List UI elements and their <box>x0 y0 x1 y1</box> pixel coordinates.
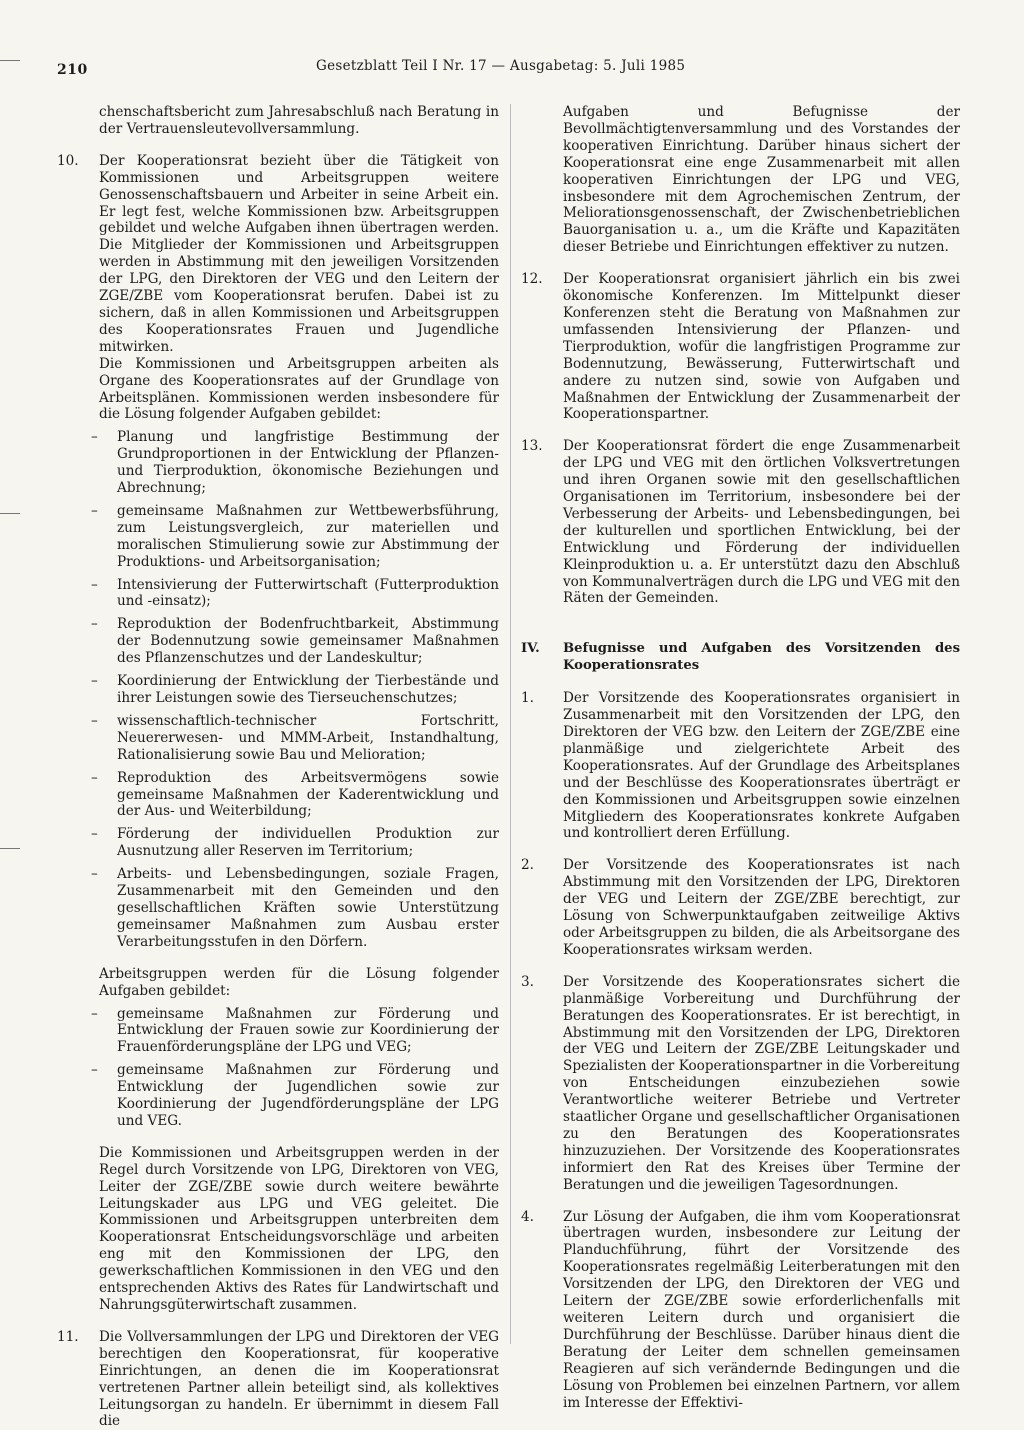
iv-item-4 <box>521 1209 960 1412</box>
right-column <box>521 104 960 1411</box>
list-item: – Reproduktion der Bodenfruchtbarkeit, Abstimmung der Bodennutzung sowie gemeinsamer Maßnahmen des Pflanzenschutzes und der Landeskultur; <box>91 616 499 667</box>
paragraph: Die Kommissionen und Arbeitsgruppen werden in der Regel durch Vorsitzende von LPG, Direktoren von VEG, Leiter der ZGE/ZBE sowie durch weitere bewährte Leitungskader aus LPG und VEG geleitet. Die Kommissionen und Arbeitsgruppen unterbreiten dem Kooperationsrat Entscheidungsvorschläge und arbeiten eng mit den Kommissionen der LPG, den gewerkschaftlichen Kommissionen in den VEG und den entsprechenden Aktivs des Rates für Landwirtschaft und Nahrungsgüterwirtschaft zusammen. <box>99 1144 499 1313</box>
list-item: – Förderung der individuellen Produktion zur Ausnutzung aller Reserven im Territorium; <box>91 826 499 860</box>
list-item: – Intensivierung der Futterwirtschaft (Futterproduktion und -einsatz); <box>91 576 499 610</box>
item-12 <box>521 271 960 423</box>
continuation-text: Aufgaben und Befugnisse der Bevollmächtigtenversammlung und des Vorstandes der kooperativen Einrichtung. Darüber hinaus sichert der Kooperationsrat eine enge Zusammenarbeit mit allen kooperativen Einrichtungen der LPG und VEG, insbesondere mit dem Agrochemischen Zentrum, der Meliorationsgenossenschaft, der Zwischenbetrieblichen Bauorganisation u. a., um die Kräfte und Kapazitäten dieser Betriebe und Einrichtungen effektiver zu nutzen. <box>563 104 960 256</box>
margin-mark <box>0 60 20 61</box>
paragraph: Der Kooperationsrat fördert die enge Zusammenarbeit der LPG und VEG mit den örtlichen Volksvertretungen und ihren Organen sowie mit den gesellschaftlichen Organisationen im Territorium, insbesondere bei der Verbesserung der Arbeits- und Lebensbedingungen, bei der kulturellen und sportlichen Entwicklung, bei der Entwicklung und Förderung der individuellen Kleinproduktion u. a. Er unterstützt dazu den Abschluß von Kommunalverträgen durch die LPG und VEG mit den Räten der Gemeinden. <box>563 438 960 607</box>
item-number: 2. <box>521 857 534 874</box>
page-number: 210 <box>57 62 88 78</box>
list-item: – Koordinierung der Entwicklung der Tierbestände und ihrer Leistungen sowie des Tierseuchenschutzes; <box>91 673 499 706</box>
column-divider <box>510 104 511 1344</box>
margin-mark <box>0 848 20 849</box>
paragraph: Die Kommissionen und Arbeitsgruppen arbeiten als Organe des Kooperationsrates auf der Grundlage von Arbeitsplänen. Kommissionen werden insbesondere für die Lösung folgender Aufgaben gebildet: <box>99 355 499 423</box>
iv-item-1 <box>521 690 960 842</box>
paragraph: Die Vollversammlungen der LPG und Direktoren der VEG berechtigen den Kooperationsrat, für kooperative Einrichtungen, an denen die im Kooperationsrat vertretenen Partner allein beteiligt sind, als kollektives Leitungsorgan zu handeln. Er übernimmt in diesem Fall die <box>99 1328 499 1430</box>
section-title: Befugnisse und Aufgaben des Vorsitzenden des Kooperationsrates <box>563 641 960 674</box>
paragraph: Arbeitsgruppen werden für die Lösung folgender Aufgaben gebildet: <box>99 965 499 999</box>
item-number: 3. <box>521 973 534 990</box>
item-number: 12. <box>521 271 543 288</box>
paragraph: Der Vorsitzende des Kooperationsrates organisiert in Zusammenarbeit mit den Vorsitzenden der LPG, den Direktoren der VEG bzw. den Leitern der ZGE/ZBE eine planmäßige und zielgerichtete Arbeit des Kooperationsrates. Auf der Grundlage des Arbeitsplanes und der Beschlüsse des Kooperationsrates überträgt er den Kommissionen und Arbeitsgruppen sowie einzelnen Mitgliedern des Kooperationsrates konkrete Aufgaben und kontrolliert deren Erfüllung. <box>563 690 960 842</box>
item-number: 4. <box>521 1208 534 1225</box>
list-item: – gemeinsame Maßnahmen zur Wettbewerbsführung, zum Leistungsvergleich, zur materiellen und moralischen Stimulierung sowie zur Abstimmung der Produktions- und Arbeitsorganisation; <box>91 502 499 570</box>
section-number: IV. <box>521 641 540 657</box>
paragraph: Der Kooperationsrat organisiert jährlich ein bis zwei ökonomische Konferenzen. Im Mittelpunkt dieser Konferenzen steht die Beratung von Maßnahmen zur umfassenden Intensivierung der Pflanzen- und Tierproduktion, wofür die langfristigen Programme zur Bodennutzung, Bewässerung, Futterwirtschaft und andere zu nutzen sind, sowie von Aufgaben und Maßnahmen der Entwicklung der Zusammenarbeit der Kooperationspartner. <box>563 271 960 423</box>
list-item: – Reproduktion des Arbeitsvermögens sowie gemeinsame Maßnahmen der Kaderentwicklung und der Aus- und Weiterbildung; <box>91 769 499 820</box>
item-number: 11. <box>57 1328 79 1345</box>
page-header: Gesetzblatt Teil I Nr. 17 — Ausgabetag: 5. Juli 1985 <box>316 58 686 74</box>
working-group-task-list <box>57 1006 499 1130</box>
list-item: – Arbeits- und Lebensbedingungen, soziale Fragen, Zusammenarbeit mit den Gemeinden und den gesellschaftlichen Kräften sowie Unterstützung gemeinsamer Maßnahmen zum Ausbau erster Verarbeitungsstufen in den Dörfern. <box>91 866 499 950</box>
paragraph: Der Kooperationsrat bezieht über die Tätigkeit von Kommissionen und Arbeitsgruppen weitere Genossenschaftsbauern und Arbeiter in seine Arbeit ein. Er legt fest, welche Kommissionen bzw. Arbeitsgruppen gebildet und welche Aufgaben ihnen übertragen werden. Die Mitglieder der Kommissionen und Arbeitsgruppen werden in Abstimmung mit den jeweiligen Vorsitzenden der LPG, den Direktoren der VEG und den Leitern der ZGE/ZBE vom Kooperationsrat berufen. Dabei ist zu sichern, daß in allen Kommissionen und Arbeitsgruppen des Kooperationsrates Frauen und Jugendliche mitwirken. <box>99 152 499 355</box>
section-heading <box>521 641 960 675</box>
list-item: – wissenschaftlich-technischer Fortschritt, Neuererwesen- und MMM-Arbeit, Instandhaltung, Rationalisierung sowie Bau und Melioration; <box>91 712 499 763</box>
list-item: – Planung und langfristige Bestimmung der Grundproportionen in der Entwicklung der Pflanzen- und Tierproduktion, ökonomische Beziehungen und Abrechnung; <box>91 429 499 497</box>
margin-mark <box>0 513 20 514</box>
list-item: – gemeinsame Maßnahmen zur Förderung und Entwicklung der Jugendlichen sowie zur Koordinierung der Jugendförderungspläne der LPG und VEG. <box>91 1062 499 1129</box>
paragraph: Der Vorsitzende des Kooperationsrates ist nach Abstimmung mit den Vorsitzenden der LPG, Direktoren der VEG und Leitern der ZGE/ZBE berechtigt, zur Lösung von Schwerpunktaufgaben zeitweilige Aktivs oder Arbeitsgruppen zu bilden, die als Arbeitsorgane des Kooperationsrates wirksam werden. <box>563 857 960 958</box>
item-number: 10. <box>57 152 79 169</box>
item-11 <box>57 1329 499 1430</box>
iv-item-2 <box>521 857 960 958</box>
commission-task-list <box>57 429 499 950</box>
paragraph: Zur Lösung der Aufgaben, die ihm vom Kooperationsrat übertragen wurden, insbesondere zur Leitung der Planduchführung, führt der Vorsitzende des Kooperationsrates regelmäßig Leiterberatungen mit den Vorsitzenden der LPG, den Direktoren der VEG und Leitern der ZGE/ZBE sowie erforderlichenfalls mit weiteren Leitern durch und organisiert die Durchführung der Beschlüsse. Darüber hinaus dient die Beratung der Leiter dem schnellen gemeinsamen Reagieren auf sich verändernde Bedingungen und die Lösung von Problemen bei einzelnen Partnern, vor allem im Interesse der Effektivi- <box>563 1208 960 1411</box>
continuation-text: chenschaftsbericht zum Jahresabschluß nach Beratung in der Vertrauensleutevollversammlung. <box>99 104 499 137</box>
iv-item-3 <box>521 974 960 1194</box>
paragraph: Der Vorsitzende des Kooperationsrates sichert die planmäßige Vorbereitung und Durchführung der Beratungen des Kooperationsrates. Er ist berechtigt, in Abstimmung mit den Vorsitzenden der LPG, Direktoren der VEG und Leitern der ZGE/ZBE Leitungskader und Spezialisten der Kooperationspartner in die Vorbereitung von Entscheidungen einzubeziehen sowie Verantwortliche weiterer Betriebe und Vertreter staatlicher Organe und gesellschaftlicher Organisationen zu den Beratungen des Kooperationsrates hinzuzuziehen. Der Vorsitzende des Kooperationsrates informiert den Rat des Kreises über Termine der Beratungen und die jeweiligen Tagesordnungen. <box>563 973 960 1193</box>
list-item: – gemeinsame Maßnahmen zur Förderung und Entwicklung der Frauen sowie zur Koordinierung der Frauenförderungspläne der LPG und VEG; <box>91 1005 499 1056</box>
item-number: 13. <box>521 438 543 455</box>
item-number: 1. <box>521 690 534 707</box>
left-column <box>57 104 499 1430</box>
item-13 <box>521 438 960 607</box>
item-10 <box>57 153 499 424</box>
